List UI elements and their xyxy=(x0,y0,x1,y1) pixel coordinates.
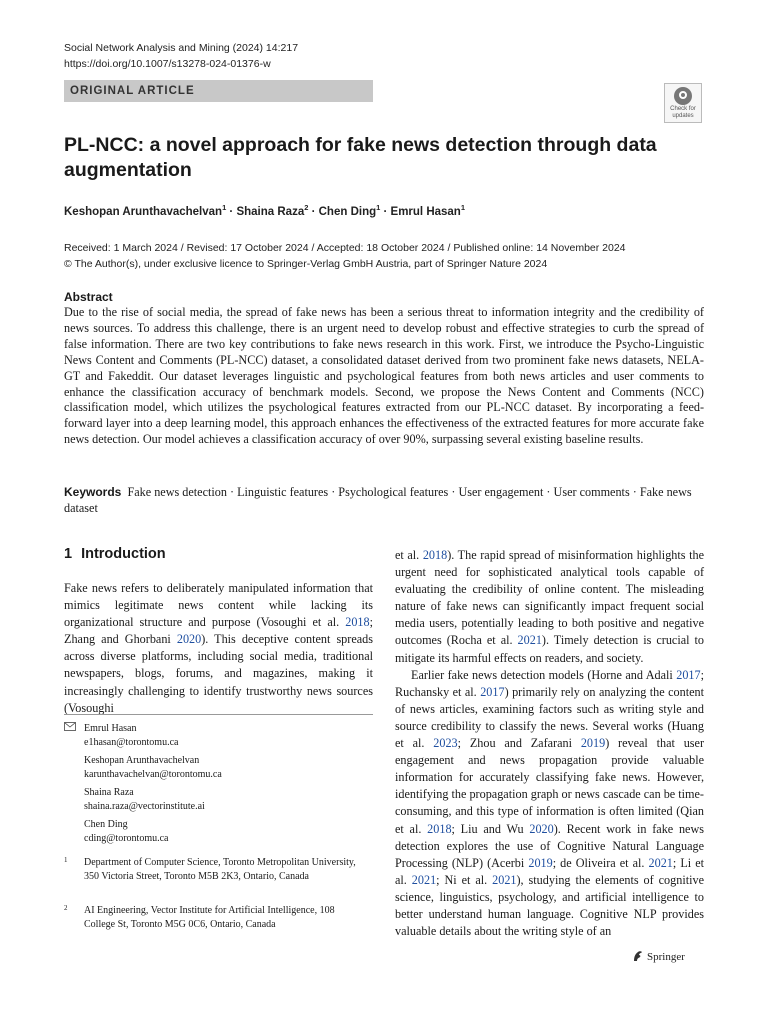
citation-link[interactable]: 2019 xyxy=(580,736,606,751)
publication-dates xyxy=(64,240,626,272)
contact-email[interactable]: cding@torontomu.ca xyxy=(84,832,169,844)
citation-link[interactable]: 2021 xyxy=(492,872,517,887)
section-number: 1 xyxy=(64,546,73,562)
author-list: Keshopan Arunthavachelvan$^1$ · Shaina Raza$^2$ · Chen Ding$^1$ · Emrul Hasan$^1$ xyxy=(64,203,466,218)
citation-link[interactable]: 2021 xyxy=(411,872,437,887)
affiliation-text: AI Engineering, Vector Institute for Artificial Intelligence, 108 College St, Toronto M5G 0C6, Ontario, Canada xyxy=(84,905,335,930)
contact-name: Shaina Raza xyxy=(84,787,134,798)
citation-link[interactable]: 2018 xyxy=(345,615,370,630)
contact-entry xyxy=(84,722,178,749)
paper-title: PL-NCC: a novel approach for fake news detection through data augmentation xyxy=(64,134,657,181)
author-name: Shaina Raza xyxy=(236,205,305,218)
intro-text-right: et al. 2018). The rapid spread of misinformation highlights the urgent need for sophisticated analytical tools capable of evaluating the credibility of online content. The misleading nature of fake news can significantly impact frequent social media users, potentially leading to both positive and negative outcomes (Rocha et al. 2021). Timely detection is crucial to mitigate its harmful effects on readers, and society. Earlier fake news detection models (Horne and Adali 2017; Ruchansky et al. 2017) primarily rely on analyzing the content of news articles, examining factors such as writing style and source credibility to classify the news. Several works (Huang et al. 2023; Zhou and Zafarani 2019) reveal that user engagement and news propagation provide valuable information for accurately classifying fake news. However, identifying the propagation graph or news cascade can be time-consuming, and this type of information is often limited (Qian et al. 2018; Liu and Wu 2020). Recent work in fake news detection explores the use of Cognitive Natural Language Processing (NLP) (Acerbi 2019; de Oliveira et al. 2021; Li et al. 2021; Ni et al. 2021), studying the elements of cognitive science, linguistics, psychology, and artificial intelligence to better understand human language. Cognitive NLP provides valuable details about the writing style of an xyxy=(395,548,705,939)
section-title: Introduction xyxy=(81,546,166,562)
citation-link[interactable]: 2021 xyxy=(517,633,542,648)
author-name: Keshopan Arunthavachelvan xyxy=(64,205,223,218)
contact-entry xyxy=(84,786,205,813)
journal-header xyxy=(64,40,298,72)
citation-link[interactable]: 2017 xyxy=(676,667,701,682)
author-affil-mark: 1 xyxy=(376,203,381,212)
contact-email[interactable]: karunthavachelvan@torontomu.ca xyxy=(84,768,222,780)
keywords-list: Fake news detection · Linguistic features · Psychological features · User engagement · User comments · Fake news dataset xyxy=(64,485,692,515)
publisher-logo xyxy=(632,950,685,963)
author-name: Chen Ding xyxy=(318,205,377,218)
springer-horse-icon xyxy=(632,950,644,962)
author-affil-mark: 1 xyxy=(460,203,466,212)
intro-paragraph-left: Fake news refers to deliberately manipulated information that mimics legitimate news content while lacking its organizational structure and purpose (Vosoughi et al. 2018; Zhang and Ghorbani 2020). This deceptive content spreads across diverse platforms, including social media, traditional newspapers, blogs, forums, and magazines, making it increasingly challenging to identify trustworthy news sources (Vosoughi xyxy=(64,581,373,715)
citation-link[interactable]: 2018 xyxy=(427,821,452,836)
contact-email[interactable]: shaina.raza@vectorinstitute.ai xyxy=(84,800,205,812)
keywords-label: Keywords xyxy=(64,485,122,499)
author-affil-mark: 1 xyxy=(222,203,227,212)
contact-name: Keshopan Arunthavachelvan xyxy=(84,755,200,766)
check-for-updates-button[interactable] xyxy=(664,83,702,123)
affiliation-text: Department of Computer Science, Toronto Metropolitan University, 350 Victoria Street, Toronto M5B 2K3, Ontario, Canada xyxy=(84,857,356,882)
publication-history: Received: 1 March 2024 / Revised: 17 October 2024 / Accepted: 18 October 2024 / Published online: 14 November 2024 xyxy=(64,242,626,254)
abstract-heading: Abstract xyxy=(64,290,113,304)
citation-link[interactable]: 2020 xyxy=(176,632,202,647)
footnote-divider xyxy=(64,714,373,715)
citation-link[interactable]: 2017 xyxy=(480,684,505,699)
affiliation-number: 1 xyxy=(64,856,68,864)
author-affil-mark: 2 xyxy=(304,203,309,212)
check-updates-line1: Check for xyxy=(670,106,696,112)
contact-entry xyxy=(84,818,168,845)
author-name: Emrul Hasan xyxy=(390,205,461,218)
citation-link[interactable]: 2019 xyxy=(528,855,553,870)
article-type-label: ORIGINAL ARTICLE xyxy=(64,80,373,102)
check-updates-line2: updates xyxy=(672,112,694,119)
section-heading-introduction xyxy=(64,546,175,562)
contact-entry xyxy=(84,754,222,781)
contact-email[interactable]: e1hasan@torontomu.ca xyxy=(84,736,179,748)
abstract-text: Due to the rise of social media, the spread of fake news has been a serious threat to information integrity and the credibility of news sources. To address this challenge, there is an urgent need to develop robust and effective strategies to curb the spread of false information. There are two key contributions to fake news research in this work. First, we introduce the Psycho-Linguistic News Content and Comments (PL-NCC) dataset, a consolidated dataset derived from two prominent fake news datasets, NELA-GT and Fakeddit. Our dataset leverages linguistic and psychological features from both news articles and user comments to enhance the classification accuracy of benchmark models. Second, we propose the News Content and Comments (NCC) classification model, which utilizes the psychological features extracted from our PL-NCC dataset. By incorporating a feed-forward layer into a deep learning model, this approach enhances the effectiveness of the extracted features for more accurate fake news detection. Our model achieves a classification accuracy of over 90%, surpassing several existing baseline results. xyxy=(64,305,704,447)
journal-citation: Social Network Analysis and Mining (2024) 14:217 xyxy=(64,42,299,54)
copyright-notice: © The Author(s), under exclusive licence to Springer-Verlag GmbH Austria, part of Springer Nature 2024 xyxy=(64,258,548,270)
citation-link[interactable]: 2020 xyxy=(529,821,554,836)
envelope-icon xyxy=(64,722,76,731)
check-updates-icon xyxy=(674,87,692,105)
publisher-name: Springer xyxy=(647,951,685,963)
citation-link[interactable]: 2018 xyxy=(422,548,448,562)
keywords xyxy=(64,484,704,516)
doi-link[interactable]: https://doi.org/10.1007/s13278-024-01376-w xyxy=(64,58,271,70)
affiliation-number: 2 xyxy=(64,904,68,912)
contact-name: Chen Ding xyxy=(84,819,128,830)
citation-link[interactable]: 2023 xyxy=(433,736,458,751)
citation-link[interactable]: 2021 xyxy=(648,855,673,870)
contact-name: Emrul Hasan xyxy=(84,723,137,734)
